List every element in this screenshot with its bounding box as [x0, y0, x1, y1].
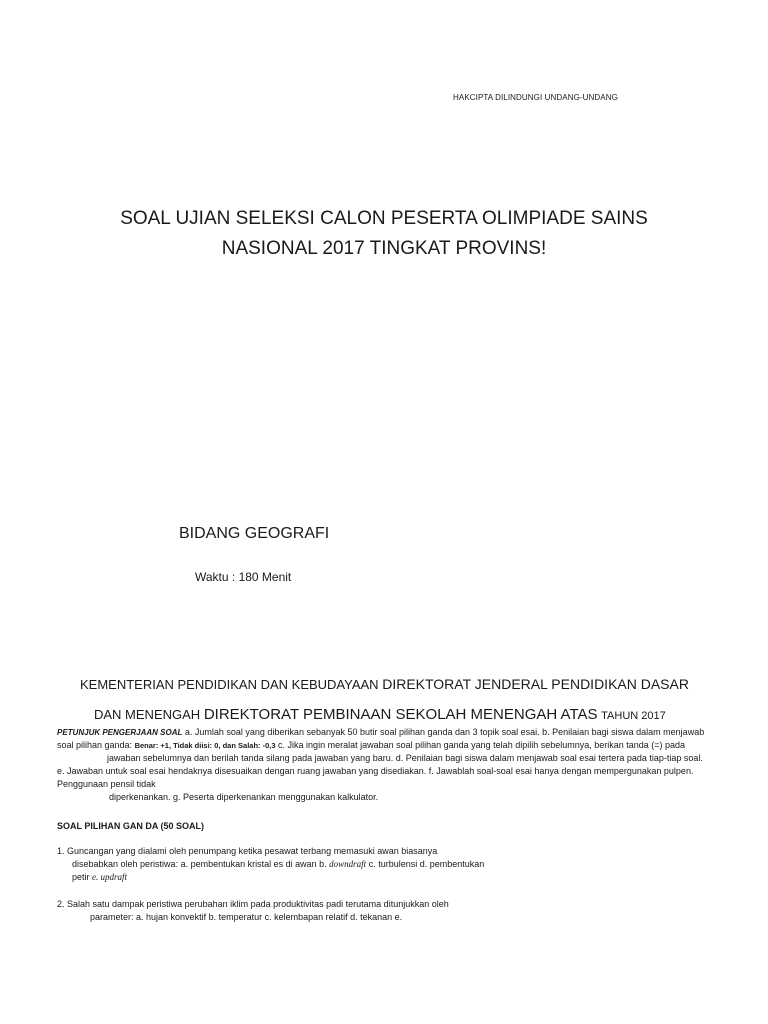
copyright-notice: HAKCIPTA DILINDUNGI UNDANG-UNDANG [453, 93, 618, 102]
question-1-options-a: disebabkan oleh peristiwa: a. pembentukan kristal es di awan b. [72, 859, 327, 869]
instructions-para2 [57, 752, 712, 791]
subject-field: BIDANG GEOGRAFI [179, 525, 330, 542]
exam-year: TAHUN 2017 [601, 710, 666, 722]
question-1-options [57, 858, 484, 871]
instructions-text2: c. Jika ingin meralat jawaban soal pilihan ganda yang telah dipilih sebelumnya, berikan tanda (=) pada [278, 740, 686, 750]
question-1-option-updraft: e. updraft [92, 872, 128, 882]
instructions-label: PETUNJUK PENGERJAAN SOAL [57, 728, 183, 737]
question-1-options-b: c. turbulensi d. pembentukan [368, 859, 485, 869]
instructions-text3: jawaban sebelumnya dan berilah tanda silang pada jawaban yang baru. d. Penilaian bagi siswa dalam menjawab soal esai tertera pada tiap-tiap soal. e. Jawaban untuk soal esai hendaknya disesuaikan dengan ruang jawaban yang disediakan. f. Jawablah soal-soal esai hanya dengan mempergunakan pulpen. Penggunaan pensil tidak [57, 753, 703, 789]
question-1-stem: 1. Guncangan yang dialami oleh penumpang ketika pesawat terbang memasuki awan biasanya [57, 846, 438, 856]
directorate-general: DIREKTORAT JENDERAL PENDIDIKAN DASAR [382, 676, 689, 692]
ministry-line2 [94, 706, 666, 723]
question-1-options-cont [57, 871, 484, 884]
question-2 [57, 898, 449, 924]
ministry-name: KEMENTERIAN PENDIDIKAN DAN KEBUDAYAAN [80, 677, 379, 692]
section-title: SOAL PILIHAN GAN DA (50 SOAL) [57, 821, 205, 831]
exam-title-line1: SOAL UJIAN SELEKSI CALON PESERTA OLIMPIADE SAINS [120, 208, 648, 229]
exam-title [60, 204, 708, 264]
exam-duration: Waktu : 180 Menit [195, 570, 292, 584]
scoring-rule: Benar: +1, Tidak diisi: 0, dan Salah: -0,3 [134, 741, 276, 750]
instructions-text4: diperkenankan. g. Peserta diperkenankan menggunakan kalkulator. [109, 792, 379, 802]
question-1-options-c: petir [72, 872, 90, 882]
question-1-option-downdraft: downdraft [329, 859, 367, 869]
ministry-line1 [80, 676, 689, 692]
exam-title-line2: NASIONAL 2017 TINGKAT PROVINS! [221, 238, 547, 259]
directorate-general-cont: DAN MENENGAH [94, 707, 201, 722]
question-2-options: parameter: a. hujan konvektif b. temperatur c. kelembapan relatif d. tekanan e. [90, 912, 403, 922]
instructions-para1 [57, 726, 712, 752]
question-2-stem: 2. Salah satu dampak peristiwa perubahan iklim pada produktivitas padi terutama ditunjukkan oleh [57, 899, 449, 909]
question-1 [57, 845, 484, 884]
instructions [57, 726, 712, 804]
directorate-name: DIREKTORAT PEMBINAAN SEKOLAH MENENGAH ATAS [203, 706, 598, 723]
instructions-text1: a. Jumlah soal yang diberikan sebanyak 50 butir soal pilihan ganda dan 3 topik soal esai. b. Penilaian bagi siswa dalam menjawab soal pilihan ganda: [57, 727, 705, 750]
